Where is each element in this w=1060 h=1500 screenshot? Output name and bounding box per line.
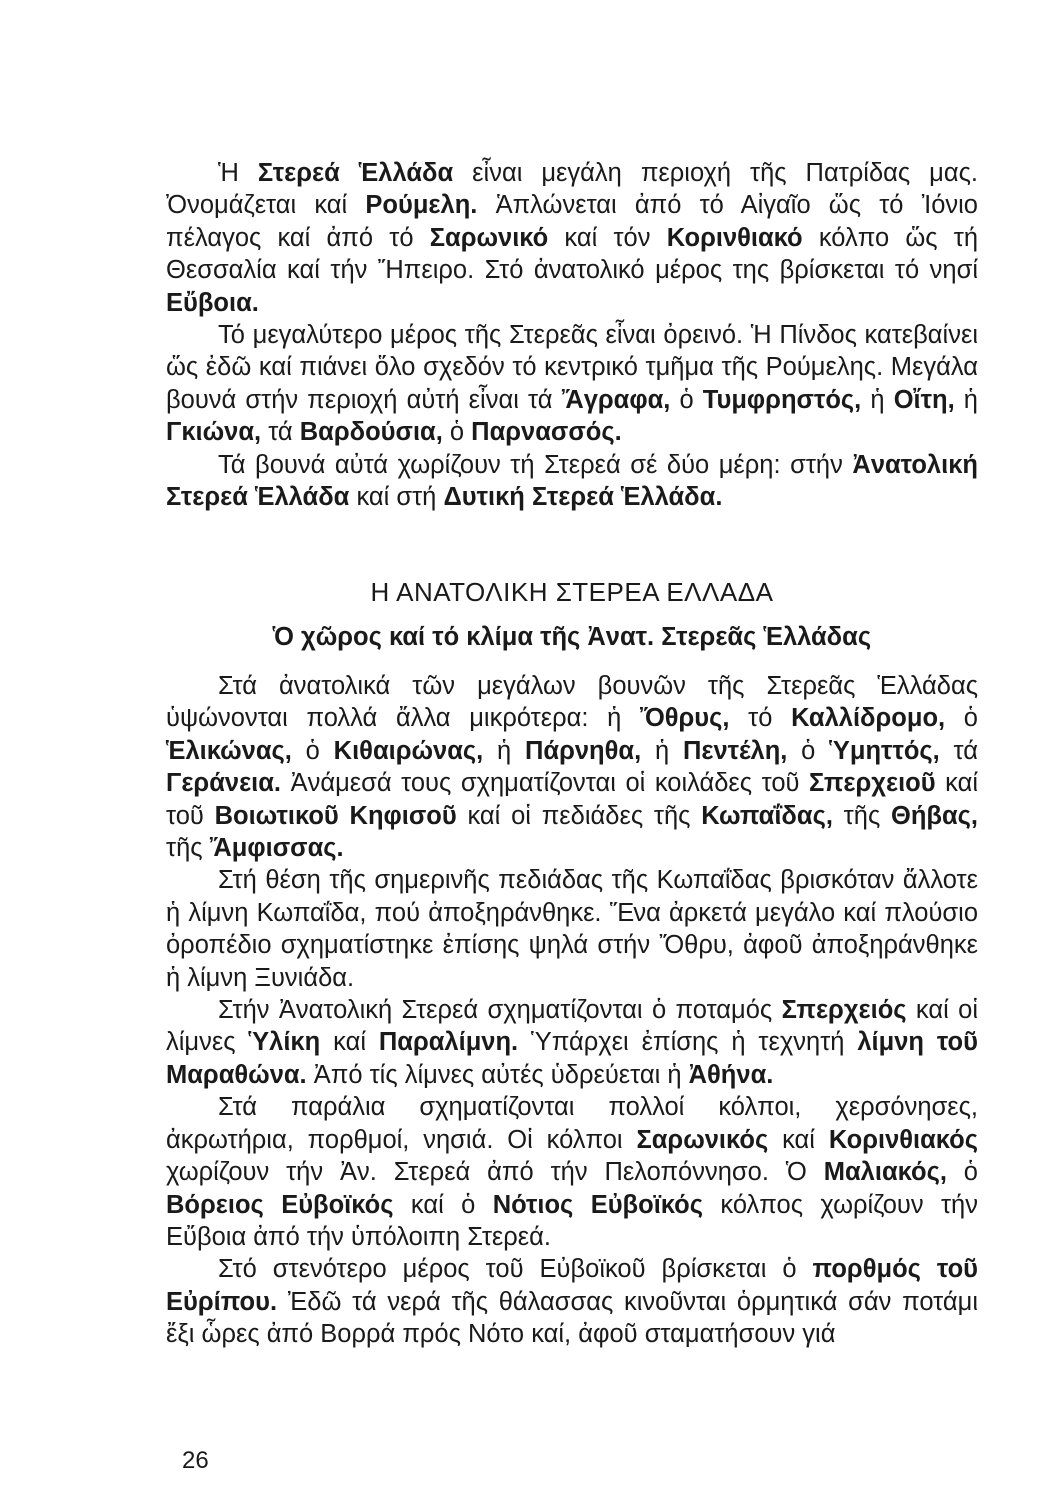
- text-run: Στά παράλια σχηματίζονται πολλοί κόλποι, χερσόνησες, ἀκρωτήρια, πορθμοί, νησιά. Οἱ κόλποι: [166, 1093, 978, 1154]
- bold-term: Οἴτη,: [893, 385, 955, 414]
- text-run: Ἁπλώνεται ἀπό τό Αἰγαῖο ὥς τό Ἰόνιο πέλαγος καί ἀπό τό: [166, 191, 978, 252]
- bold-term: Βαρδούσια,: [299, 418, 443, 447]
- text-run: Στή θέση τῆς σημερινῆς πεδιάδας τῆς Κωπαΐδας βρισκόταν ἄλλοτε ἡ λίμνη Κωπαΐδα, πού ἀποξηράνθηκε. Ἕνα ἀρκετά μεγάλο καί πλούσιο ὀροπέδιο σχηματίστηκε ἐπίσης ψηλά στήν Ὄθρυ, ἀφοῦ ἀποξηράνθηκε ἡ λίμνη Ξυνιάδα.: [166, 866, 978, 992]
- intro-paragraph-3: [166, 449, 978, 514]
- bold-term: Γκιώνα,: [166, 418, 262, 447]
- bold-term: Δυτική Στερεά Ἑλλάδα.: [443, 483, 723, 512]
- text-run: καί ὁ: [393, 1190, 493, 1219]
- text-run: καί τοῦ: [166, 769, 978, 830]
- body-paragraph-1: [166, 670, 978, 864]
- bold-term: Καλλίδρομο,: [791, 704, 946, 733]
- text-run: καί: [768, 1125, 829, 1154]
- bold-term: Γεράνεια.: [166, 769, 282, 798]
- bold-term: Ρούμελη.: [365, 191, 478, 220]
- bold-term: Ἀνατολική Στερεά Ἑλλάδα: [166, 450, 978, 512]
- bold-term: Σαρωνικό: [429, 223, 549, 252]
- bold-term: Τυμφρηστός,: [702, 385, 862, 414]
- body-text: [166, 670, 978, 1351]
- text-run: Στό στενότερο μέρος τοῦ Εὐβοϊκοῦ βρίσκεται ὁ: [218, 1255, 813, 1284]
- body-paragraph-5: [166, 1253, 978, 1350]
- text-run: ἡ: [641, 736, 683, 765]
- bold-term: Εὔβοια.: [166, 288, 259, 317]
- body-paragraph-2: [166, 864, 978, 994]
- intro-text: [166, 157, 978, 513]
- bold-term: πορθμός τοῦ Εὐρίπου.: [166, 1255, 978, 1316]
- bold-term: Κορινθιακός: [828, 1125, 979, 1154]
- text-run: ὁ: [787, 736, 830, 765]
- section-title: Η ΑΝΑΤΟΛΙΚΗ ΣΤΕΡΕΑ ΕΛΛΑΔΑ: [370, 577, 774, 607]
- text-run: ὁ: [670, 385, 703, 414]
- text-run: τῆς: [832, 801, 891, 830]
- intro-paragraph-1: [166, 157, 978, 319]
- text-run: Ἡ: [218, 159, 258, 187]
- text-run: ἡ: [954, 385, 978, 414]
- bold-term: Ἄγραφα,: [561, 385, 671, 414]
- bold-term: Κορινθιακό: [666, 223, 803, 252]
- text-run: καί: [320, 1028, 379, 1057]
- bold-term: Παρνασσός.: [471, 418, 622, 447]
- text-run: κόλπος χωρίζουν τήν Εὔβοια ἀπό τήν ὑπόλοιπη Στερεά.: [166, 1190, 978, 1251]
- text-run: ὁ: [946, 1158, 978, 1187]
- bold-term: Μαλιακός,: [823, 1158, 947, 1187]
- text-run: καί τόν: [548, 223, 667, 252]
- intro-paragraph-2: [166, 319, 978, 449]
- text-run: Ἐδῶ τά νερά τῆς θάλασσας κινοῦνται ὁρμητικά σάν ποτάμι ἔξι ὧρες ἀπό Βορρά πρός Νότο καί, ἀφοῦ σταματήσουν γιά: [166, 1287, 978, 1349]
- text-run: Ἀνάμεσά τους σχηματίζονται οἱ κοιλάδες τοῦ: [281, 769, 810, 798]
- bold-term: Βόρειος Εὐβοϊκός: [166, 1190, 394, 1219]
- text-run: Στήν Ἀνατολική Στερεά σχηματίζονται ὁ ποταμός: [218, 996, 782, 1025]
- bold-term: Σπερχειός: [781, 996, 907, 1025]
- bold-term: Κωπαΐδας,: [701, 801, 833, 830]
- body-paragraph-3: [166, 994, 978, 1091]
- bold-term: Σαρωνικός: [636, 1125, 769, 1154]
- bold-term: Ὑμηττός,: [829, 736, 940, 765]
- text-run: ἡ: [483, 736, 525, 765]
- text-run: καί οἱ πεδιάδες τῆς: [456, 801, 702, 830]
- bold-term: λίμνη τοῦ Μαραθώνα.: [166, 1028, 978, 1089]
- text-run: τό: [729, 704, 792, 733]
- text-run: ὁ: [442, 418, 472, 447]
- text-run: καί στή: [349, 483, 444, 512]
- bold-term: Παραλίμνη.: [378, 1028, 519, 1057]
- text-run: κόλπο ὥς τή Θεσσαλία καί τήν Ἤπειρο. Στό ἀνατολικό μέρος της βρίσκεται τό νησί: [166, 223, 978, 285]
- text-run: τά: [261, 418, 300, 447]
- text-run: χωρίζουν τήν Ἀν. Στερεά ἀπό τήν Πελοπόννησο. Ὁ: [166, 1158, 824, 1187]
- bold-term: Στερεά Ἑλλάδα: [257, 159, 454, 187]
- bold-term: Πάρνηθα,: [525, 736, 642, 765]
- text-run: ὁ: [291, 736, 334, 765]
- bold-term: Ὑλίκη: [248, 1028, 321, 1057]
- bold-term: Σπερχειοῦ: [809, 769, 936, 798]
- page-number: 26: [182, 1447, 209, 1474]
- subsection-title: Ὁ χῶρος καί τό κλίμα τῆς Ἀνατ. Στερεᾶς Ἑλλάδας: [272, 623, 872, 651]
- bold-term: Ὄθρυς,: [639, 704, 730, 733]
- body-paragraph-4: [166, 1091, 978, 1253]
- bold-term: Κιθαιρώνας,: [333, 736, 484, 765]
- text-run: καί οἱ λίμνες: [166, 996, 978, 1057]
- text-run: ὁ: [945, 704, 978, 733]
- text-run: ἡ: [861, 385, 894, 414]
- text-run: τῆς: [166, 834, 210, 863]
- bold-term: Βοιωτικοῦ Κηφισοῦ: [214, 801, 457, 830]
- bold-term: Ἀθήνα.: [688, 1060, 774, 1089]
- bold-term: Πεντέλη,: [682, 736, 788, 765]
- text-run: Ὑπάρχει ἐπίσης ἡ τεχνητή: [518, 1028, 858, 1057]
- bold-term: Νότιος Εὐβοϊκός: [492, 1190, 703, 1219]
- text-run: εἶναι μεγάλη περιοχή τῆς Πατρίδας μας. Ὀνομάζεται καί: [166, 159, 978, 220]
- text-run: Τό μεγαλύτερο μέρος τῆς Στερεᾶς εἶναι ὀρεινό. Ἡ Πίνδος κατεβαίνει ὥς ἐδῶ καί πιάνει ὅλο σχεδόν τό κεντρικό τμῆμα τῆς Ρούμελης. Μεγάλα βουνά στήν περιοχή αὐτή εἶναι τά: [166, 321, 978, 414]
- text-run: Ἀπό τίς λίμνες αὐτές ὑδρεύεται ἡ: [306, 1060, 689, 1089]
- text-run: Στά ἀνατολικά τῶν μεγάλων βουνῶν τῆς Στερεᾶς Ἑλλάδας ὑψώνονται πολλά ἄλλα μικρότερα: ἡ: [166, 672, 978, 733]
- bold-term: Ἄμφισσας.: [209, 834, 344, 863]
- bold-term: Θήβας,: [891, 801, 978, 830]
- text-run: τά: [939, 736, 978, 765]
- text-run: Τά βουνά αὐτά χωρίζουν τή Στερεά σέ δύο μέρη: στήν: [218, 450, 853, 479]
- bold-term: Ἑλικώνας,: [166, 736, 292, 765]
